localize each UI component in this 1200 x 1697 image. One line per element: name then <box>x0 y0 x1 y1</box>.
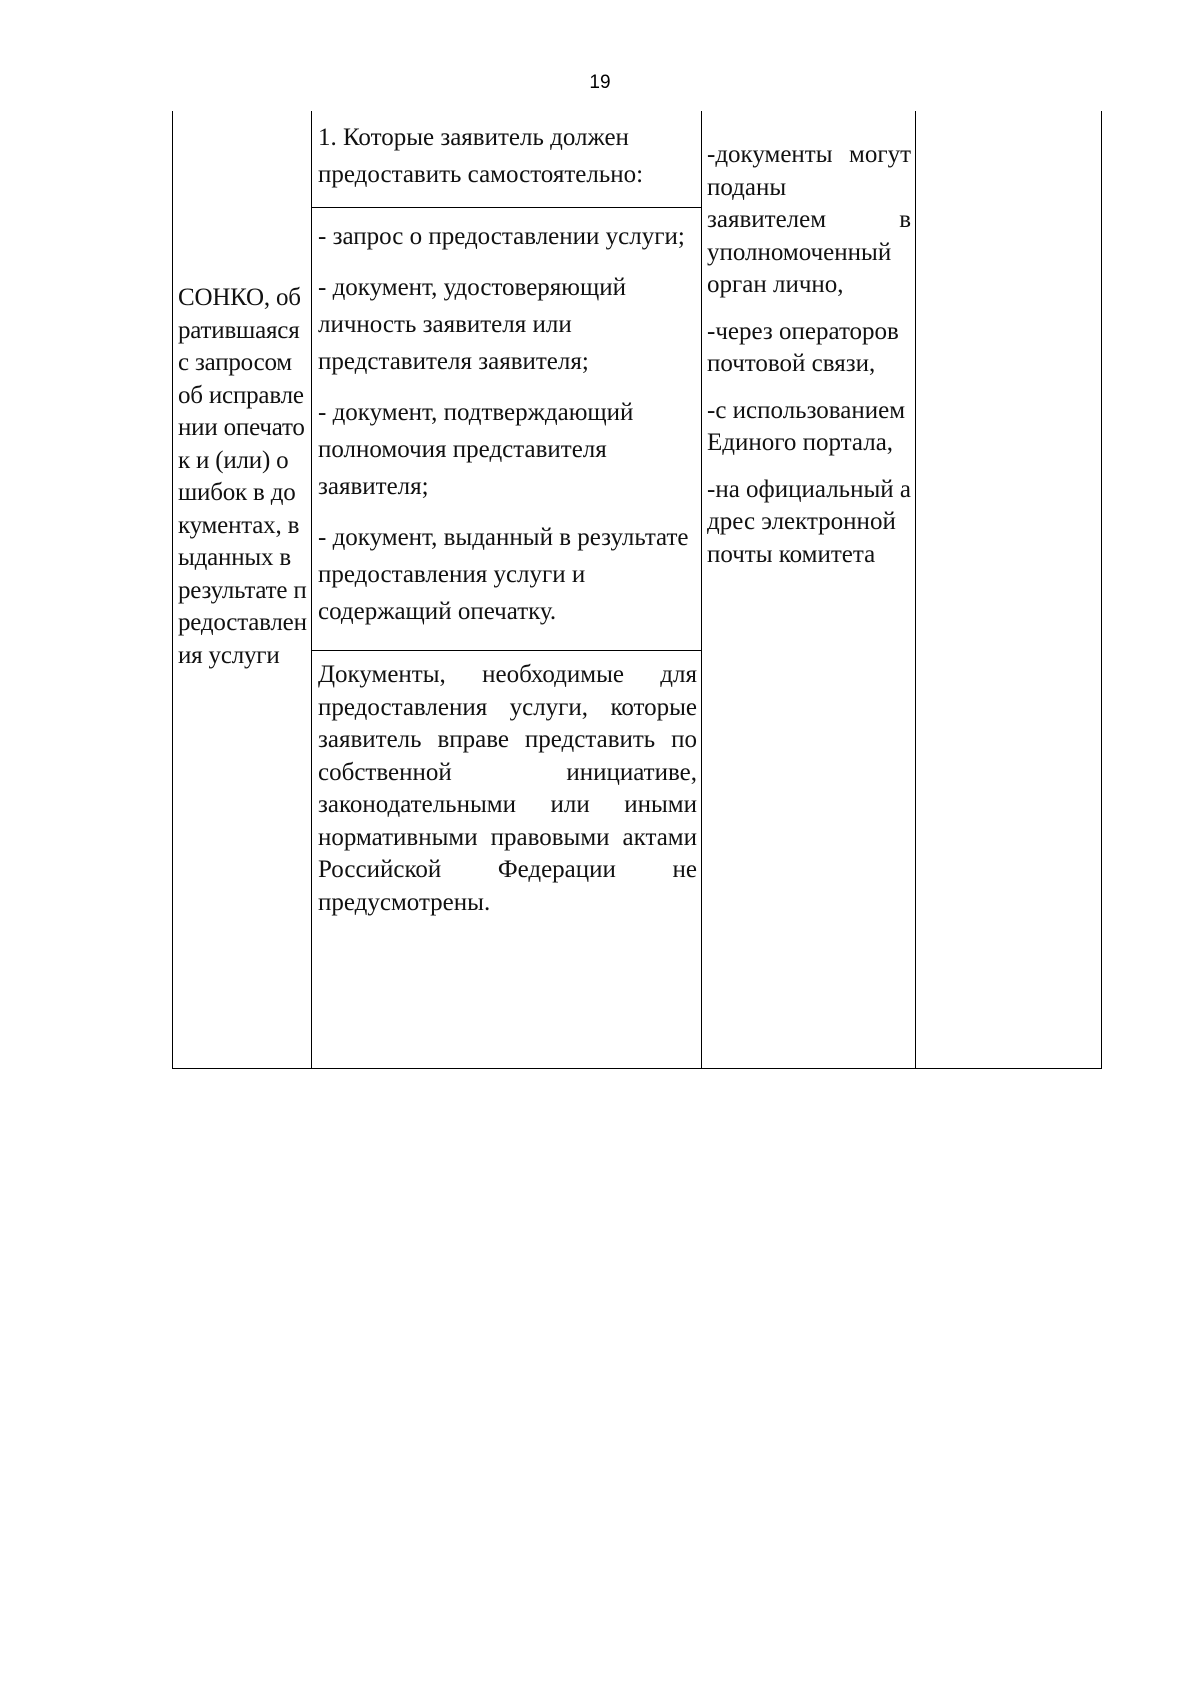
documents-list-item: - запрос о предоставлении услуги; <box>318 223 685 250</box>
submission-method-item: -через операторов почтовой связи, <box>707 317 899 377</box>
documents-list-item: - документ, удостоверяющий личность заявителя или представителя заявителя; <box>318 274 626 375</box>
submission-method-item: -документы могут поданы заявителем в уполномоченный орган лично, <box>707 141 911 298</box>
page-number: 19 <box>589 72 611 93</box>
table-row <box>173 111 1102 1069</box>
documents-additional-note: Документы, необходимые для предоставления услуги, которые заявитель вправе представить по собственной инициативе, законодательными или иными нормативными правовыми актами Российской Федерации не предусмотрены. <box>318 661 697 916</box>
applicant-cell: СОНКО, обратившаяся с запросом об исправлении опечаток и (или) ошибок в документах, выданных в результате предоставления услуги <box>173 111 312 1069</box>
documents-list-item: - документ, выданный в результате предоставления услуги и содержащий опечатку. <box>318 524 689 625</box>
documents-section-heading: 1. Которые заявитель должен предоставить самостоятельно: <box>312 111 701 208</box>
documents-list <box>312 208 701 651</box>
submission-method-item: -с использованием Единого портала, <box>707 396 906 456</box>
documents-list-item: - документ, подтверждающий полномочия представителя заявителя; <box>318 399 634 500</box>
submission-method-item: -на официальный адрес электронной почты комитета <box>707 475 911 568</box>
service-documents-table <box>172 111 1102 1069</box>
empty-last-cell <box>916 111 1102 1069</box>
documents-cell <box>312 111 702 1069</box>
submission-methods-cell <box>702 111 916 1069</box>
